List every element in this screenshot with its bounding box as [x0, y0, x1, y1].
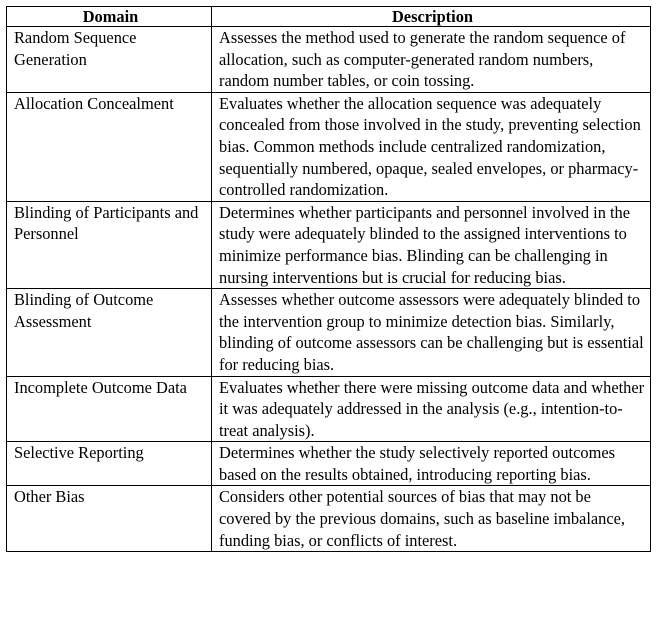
- description-cell: Assesses the method used to generate the random sequence of allocation, such as computer-generated random numbers, random number tables, or coin tossing.: [212, 27, 651, 93]
- domain-cell: Blinding of Participants and Personnel: [7, 201, 212, 288]
- table-row: [7, 442, 651, 486]
- header-description: Description: [212, 7, 651, 27]
- risk-of-bias-table: [6, 6, 651, 552]
- description-cell: Determines whether the study selectively reported outcomes based on the results obtained, introducing reporting bias.: [212, 442, 651, 486]
- table-row: [7, 201, 651, 288]
- table-row: [7, 376, 651, 442]
- domain-cell: Blinding of Outcome Assessment: [7, 289, 212, 376]
- description-cell: Evaluates whether the allocation sequence was adequately concealed from those involved in the study, preventing selection bias. Common methods include centralized randomization, sequentially numbered, opaque, sealed envelopes, or pharmacy-controlled randomization.: [212, 92, 651, 201]
- table-row: [7, 92, 651, 201]
- description-cell: Evaluates whether there were missing outcome data and whether it was adequately addressed in the analysis (e.g., intention-to-treat analysis).: [212, 376, 651, 442]
- domain-cell: Incomplete Outcome Data: [7, 376, 212, 442]
- table-body: [7, 27, 651, 552]
- domain-cell: Selective Reporting: [7, 442, 212, 486]
- description-cell: Considers other potential sources of bias that may not be covered by the previous domains, such as baseline imbalance, funding bias, or conflicts of interest.: [212, 486, 651, 552]
- table-row: [7, 27, 651, 93]
- domain-cell: Other Bias: [7, 486, 212, 552]
- table-row: [7, 486, 651, 552]
- description-cell: Determines whether participants and personnel involved in the study were adequately blinded to the assigned interventions to minimize performance bias. Blinding can be challenging in nursing interventions but is crucial for reducing bias.: [212, 201, 651, 288]
- table-row: [7, 289, 651, 376]
- header-row: [7, 7, 651, 27]
- domain-cell: Allocation Concealment: [7, 92, 212, 201]
- table-header: [7, 7, 651, 27]
- header-domain: Domain: [7, 7, 212, 27]
- domain-cell: Random Sequence Generation: [7, 27, 212, 93]
- description-cell: Assesses whether outcome assessors were adequately blinded to the intervention group to minimize detection bias. Similarly, blinding of outcome assessors can be challenging but is essential for reducing bias.: [212, 289, 651, 376]
